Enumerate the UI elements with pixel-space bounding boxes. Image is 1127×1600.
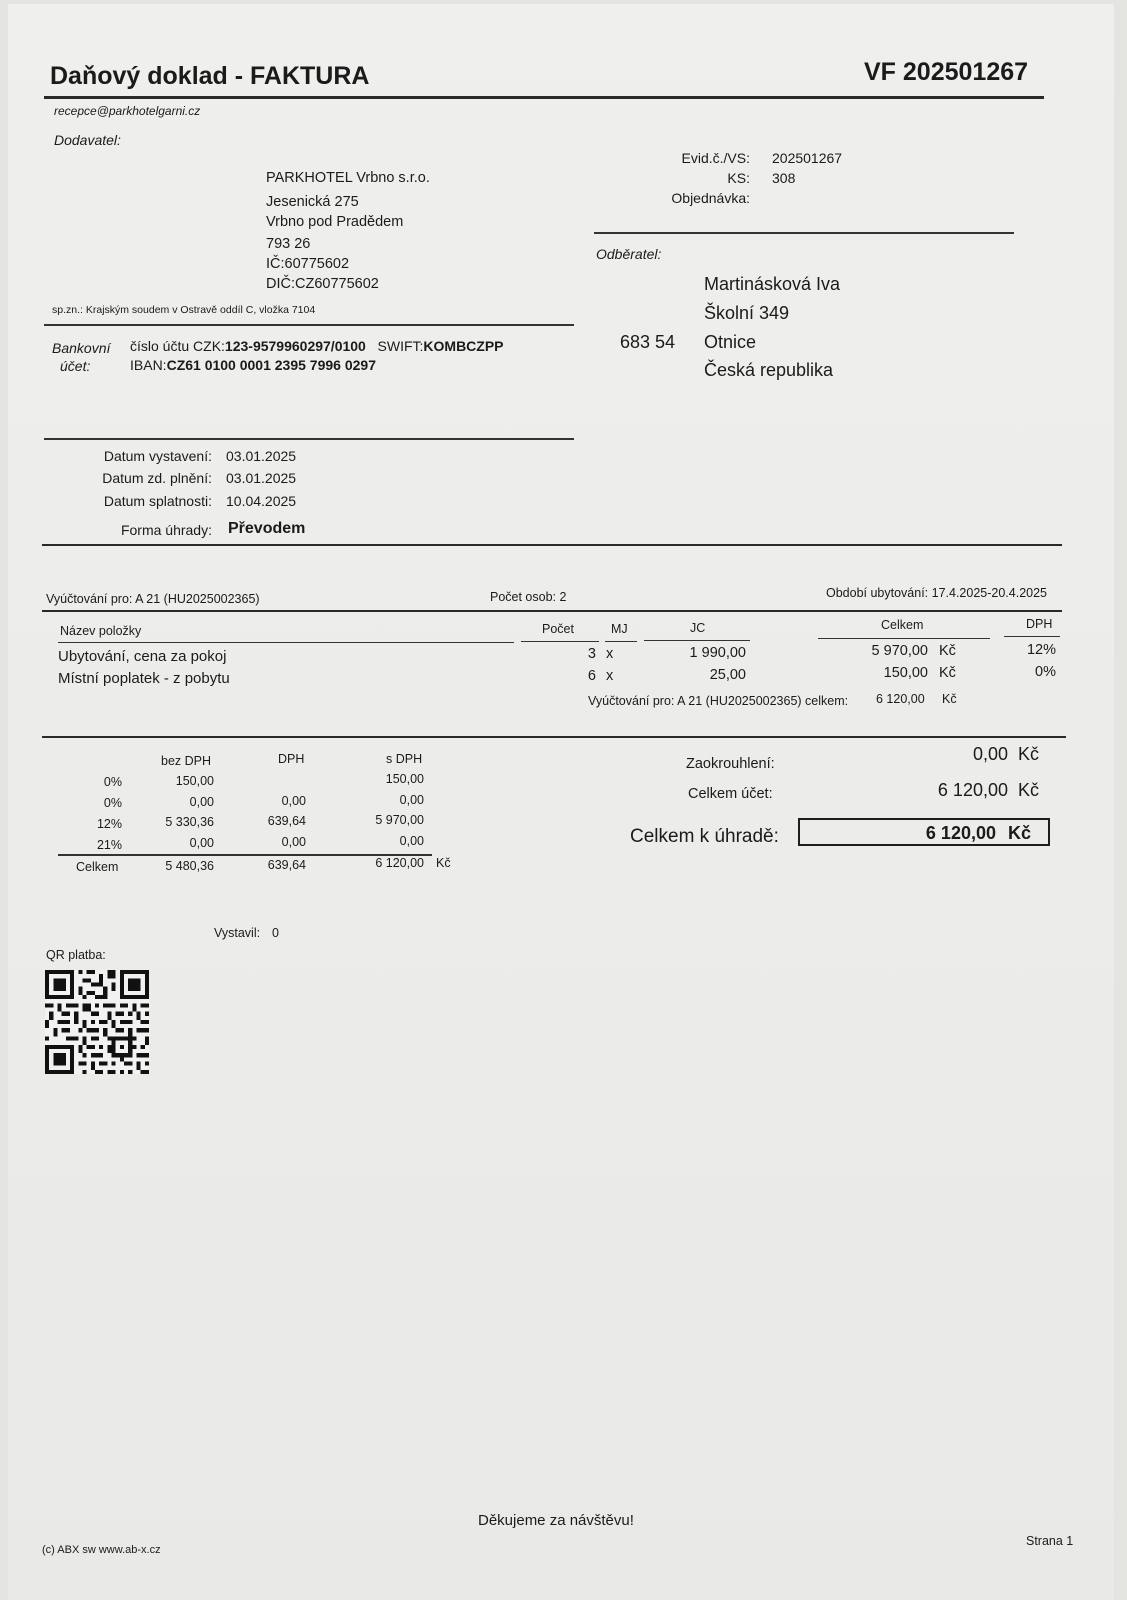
item-vat: 0% — [1035, 664, 1056, 680]
ks-value: 308 — [772, 170, 796, 186]
item-total: 5 970,00 — [871, 643, 928, 659]
item-count: 6 — [587, 668, 596, 684]
issued-by-value: 0 — [272, 926, 279, 940]
bank-label: Bankovní — [52, 340, 111, 356]
supplier-street: Jesenická 275 — [266, 194, 359, 210]
dates-divider-bottom — [42, 544, 1062, 546]
total-account-currency: Kč — [1018, 780, 1040, 800]
vat-gross: 0,00 — [399, 793, 424, 807]
ks-label: KS: — [727, 170, 750, 186]
vat-base: 150,00 — [175, 774, 214, 788]
supplier-city: Vrbno pod Pradědem — [266, 214, 404, 230]
rounding-currency: Kč — [1018, 744, 1040, 764]
supplier-email[interactable]: recepce@parkhotelgarni.cz — [54, 104, 201, 118]
customer-label: Odběratel: — [596, 246, 662, 262]
evid-value: 202501267 — [772, 150, 843, 166]
items-bottom-divider — [42, 736, 1066, 738]
payment-label: Forma úhrady: — [120, 522, 212, 538]
vat-rate: 12% — [96, 817, 122, 831]
item-jc: 1 990,00 — [689, 645, 746, 661]
account-label: číslo účtu CZK: — [130, 338, 225, 354]
invoice-page — [8, 4, 1114, 1600]
taxable-date-label: Datum zd. plnění: — [102, 470, 212, 486]
item-vat: 12% — [1026, 642, 1056, 658]
vat-col-base: bez DPH — [161, 754, 212, 768]
invoice-number: VF 202501267 — [864, 58, 1029, 86]
header-divider — [44, 96, 1044, 99]
col-total: Celkem — [881, 618, 924, 632]
items-subtotal-label: Vyúčtování pro: A 21 (HU2025002365) celkem: — [588, 694, 849, 708]
issued-by-label: Vystavil: — [214, 926, 261, 940]
taxable-date: 03.01.2025 — [226, 470, 297, 486]
due-date: 10.04.2025 — [226, 493, 297, 509]
amount-due-label: Celkem k úhradě: — [630, 826, 779, 847]
supplier-label: Dodavatel: — [54, 132, 121, 148]
items-top-divider — [42, 610, 1062, 612]
amount-due-box — [798, 818, 1050, 846]
item-jc: 25,00 — [709, 667, 746, 683]
item-mj: x — [606, 668, 614, 684]
bank-iban — [130, 357, 376, 373]
vat-gross: 0,00 — [399, 834, 424, 848]
registry-note: sp.zn.: Krajským soudem v Ostravě oddíl C, vložka 7104 — [52, 304, 316, 316]
customer-country: Česká republika — [704, 360, 834, 380]
issue-date-label: Datum vystavení: — [103, 448, 212, 464]
vat-base: 0,00 — [189, 836, 214, 850]
col-name: Název položky — [60, 624, 142, 638]
items-subtotal-currency: Kč — [942, 692, 957, 706]
vat-total-currency: Kč — [436, 856, 451, 870]
vat-amount: 639,64 — [267, 814, 306, 828]
item-name: Ubytování, cena za pokoj — [58, 648, 227, 665]
account-number: 123-9579960297/0100 — [224, 338, 366, 354]
col-vat: DPH — [1026, 617, 1053, 631]
item-currency: Kč — [939, 643, 956, 659]
evid-label: Evid.č./VS: — [681, 150, 750, 166]
dates-divider-top — [44, 438, 574, 440]
supplier-ic: IČ:60775602 — [266, 256, 350, 272]
payment-method: Převodem — [228, 520, 306, 537]
item-count: 3 — [587, 646, 596, 662]
rounding-value: 0,00 — [972, 744, 1008, 764]
iban-value: CZ61 0100 0001 2395 7996 0297 — [166, 357, 376, 373]
vat-total-vat: 639,64 — [267, 858, 306, 872]
qr-code-graphic — [45, 970, 149, 1074]
vat-base: 0,00 — [189, 795, 214, 809]
iban-label: IBAN: — [130, 357, 167, 373]
vat-total-label: Celkem — [76, 860, 119, 874]
col-count: Počet — [542, 622, 574, 636]
amount-due-value: 6 120,00 — [925, 823, 996, 843]
supplier-divider — [44, 324, 574, 326]
header-underline-total — [818, 638, 990, 639]
item-total: 150,00 — [883, 665, 928, 681]
customer-zip: 683 54 — [620, 332, 676, 352]
items-subtotal-value: 6 120,00 — [876, 692, 925, 706]
vat-gross: 150,00 — [385, 772, 424, 786]
col-mj: MJ — [611, 622, 628, 636]
refs-divider — [594, 232, 1014, 234]
item-name: Místní poplatek - z pobytu — [58, 670, 230, 687]
header-underline-count — [521, 641, 599, 642]
total-account-label: Celkem účet: — [688, 786, 773, 802]
vat-gross: 5 970,00 — [375, 813, 424, 827]
software-credit[interactable]: (c) ABX sw www.ab-x.cz — [42, 1544, 161, 1556]
header-underline-jc — [644, 640, 750, 641]
stay-period: Období ubytování: 17.4.2025-20.4.2025 — [826, 586, 1048, 600]
qr-label: QR platba: — [46, 948, 106, 962]
bank-label-2: účet: — [60, 358, 91, 374]
rounding-label: Zaokrouhlení: — [686, 756, 775, 772]
vat-col-gross: s DPH — [386, 752, 423, 766]
vat-rate: 21% — [96, 838, 122, 852]
thanks-note: Děkujeme za návštěvu! — [478, 1512, 634, 1529]
vat-base: 5 330,36 — [165, 815, 214, 829]
persons-count: Počet osob: 2 — [490, 590, 567, 604]
header-underline-vat — [1004, 636, 1060, 637]
vat-rate: 0% — [103, 796, 122, 810]
item-mj: x — [606, 646, 614, 662]
customer-name: Martinásková Iva — [704, 274, 841, 294]
bank-account — [130, 338, 504, 354]
vat-rate: 0% — [103, 775, 122, 789]
amount-due-currency: Kč — [1008, 823, 1032, 843]
supplier-zip: 793 26 — [266, 236, 311, 252]
supplier-name: PARKHOTEL Vrbno s.r.o. — [266, 170, 430, 186]
vat-total-base: 5 480,36 — [165, 859, 214, 873]
swift-label: SWIFT: — [377, 338, 424, 354]
vat-col-vat: DPH — [278, 752, 305, 766]
vat-total-gross: 6 120,00 — [375, 856, 424, 870]
document-title: Daňový doklad - FAKTURA — [50, 62, 370, 90]
vat-amount: 0,00 — [281, 835, 306, 849]
item-currency: Kč — [939, 665, 956, 681]
page-number: Strana 1 — [1026, 1534, 1074, 1548]
total-account-value: 6 120,00 — [937, 780, 1008, 800]
customer-city: Otnice — [704, 332, 757, 352]
header-underline-name — [58, 642, 514, 643]
col-jc: JC — [690, 621, 706, 635]
billing-for: Vyúčtování pro: A 21 (HU2025002365) — [46, 592, 260, 606]
qr-code-icon[interactable] — [45, 970, 149, 1074]
due-date-label: Datum splatnosti: — [103, 493, 212, 509]
swift-code: KOMBCZPP — [423, 338, 504, 354]
issue-date: 03.01.2025 — [226, 448, 297, 464]
customer-street: Školní 349 — [704, 303, 790, 323]
header-underline-mj — [605, 641, 637, 642]
supplier-dic: DIČ:CZ60775602 — [266, 276, 379, 292]
order-label: Objednávka: — [671, 190, 750, 206]
vat-amount: 0,00 — [281, 794, 306, 808]
